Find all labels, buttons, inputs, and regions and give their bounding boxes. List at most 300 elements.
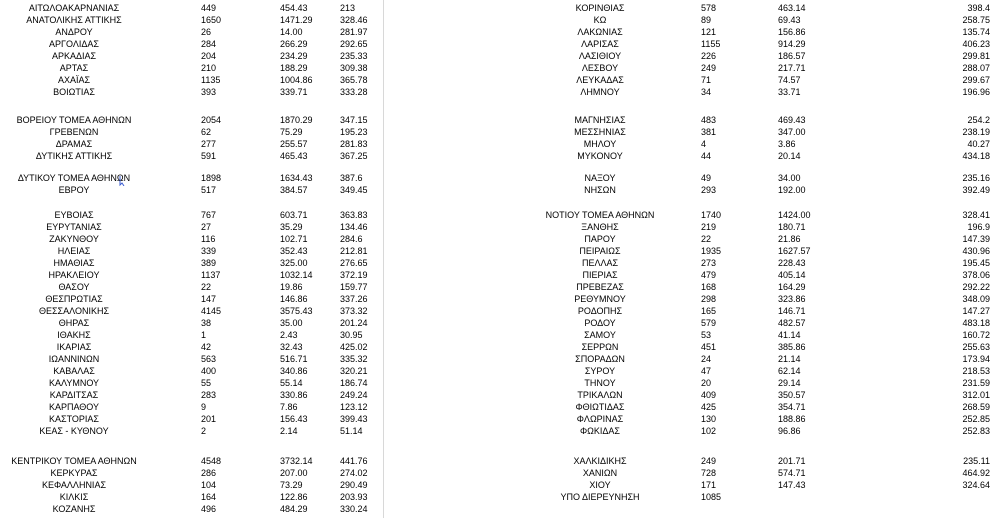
table-row: [0, 341, 1000, 353]
case-count: 201: [201, 414, 217, 424]
table-row: [0, 209, 1000, 221]
region-name: ΛΕΣΒΟΥ: [581, 63, 619, 73]
region-name: ΚΕΦΑΛΛΗΝΙΑΣ: [41, 480, 107, 490]
case-count: 1650: [201, 15, 222, 25]
incidence-value: 349.45: [340, 185, 368, 195]
table-row: [0, 365, 1000, 377]
table-row: [0, 62, 1000, 74]
incidence-value: 231.59: [962, 378, 990, 388]
region-name: ΚΑΛΥΜΝΟΥ: [48, 378, 100, 388]
incidence-value: 320.21: [340, 366, 368, 376]
case-count: 1: [201, 330, 207, 340]
region-name: ΡΕΘΥΜΝΟΥ: [574, 294, 626, 304]
incidence-value: 255.63: [962, 342, 990, 352]
table-row: [0, 14, 1000, 26]
incidence-value: 387.6: [340, 173, 363, 183]
region-name: ΝΑΞΟΥ: [584, 173, 616, 183]
case-count: 164: [201, 492, 217, 502]
incidence-value: 147.27: [962, 306, 990, 316]
rate-value: 3575.43: [280, 306, 313, 316]
table-row: [0, 172, 1000, 184]
case-count: 168: [701, 282, 717, 292]
region-name: ΣΥΡΟΥ: [584, 366, 616, 376]
rate-value: 14.00: [280, 27, 303, 37]
rate-value: 603.71: [280, 210, 308, 220]
incidence-value: 464.92: [962, 468, 990, 478]
rate-value: 465.43: [280, 151, 308, 161]
case-count: 116: [201, 234, 216, 244]
case-count: 55: [201, 378, 212, 388]
region-name: ΠΡΕΒΕΖΑΣ: [576, 282, 624, 292]
region-name: ΑΡΚΑΔΙΑΣ: [51, 51, 97, 61]
region-name: ΡΟΔΟΥ: [584, 318, 616, 328]
incidence-value: 292.22: [962, 282, 990, 292]
incidence-value: 274.02: [340, 468, 368, 478]
table-row: [0, 491, 1000, 503]
incidence-value: 252.85: [962, 414, 990, 424]
incidence-value: 299.81: [962, 51, 990, 61]
case-count: 62: [201, 127, 212, 137]
case-count: 283: [201, 390, 217, 400]
case-count: 767: [201, 210, 217, 220]
rate-value: 352.43: [280, 246, 308, 256]
rate-value: 74.57: [778, 75, 801, 85]
rate-value: 385.86: [778, 342, 806, 352]
region-name: ΘΕΣΣΑΛΟΝΙΚΗΣ: [38, 306, 110, 316]
case-count: 20: [701, 378, 712, 388]
region-name: ΙΚΑΡΙΑΣ: [56, 342, 92, 352]
case-count: 44: [701, 151, 712, 161]
region-name: ΠΕΛΛΑΣ: [581, 258, 619, 268]
case-count: 4: [701, 139, 707, 149]
table-row: [0, 74, 1000, 86]
table-row: [0, 50, 1000, 62]
case-count: 496: [201, 504, 217, 514]
rate-value: 207.00: [280, 468, 308, 478]
case-count: 42: [201, 342, 212, 352]
case-count: 578: [701, 3, 717, 13]
incidence-value: 235.16: [962, 173, 990, 183]
incidence-value: 347.15: [340, 115, 368, 125]
region-name: ΣΠΟΡΑΔΩΝ: [575, 354, 625, 364]
case-count: 298: [701, 294, 717, 304]
incidence-value: 268.59: [962, 402, 990, 412]
region-name: ΧΑΝΙΩΝ: [582, 468, 618, 478]
rate-value: 339.71: [280, 87, 308, 97]
case-count: 130: [701, 414, 717, 424]
rate-value: 484.29: [280, 504, 308, 514]
region-name: ΔΡΑΜΑΣ: [55, 139, 93, 149]
case-count: 400: [201, 366, 217, 376]
region-name: ΛΕΥΚΑΔΑΣ: [576, 75, 624, 85]
incidence-value: 201.24: [340, 318, 368, 328]
region-name: ΘΑΣΟΥ: [58, 282, 90, 292]
incidence-value: 434.18: [962, 151, 990, 161]
rate-value: 463.14: [778, 3, 806, 13]
rate-value: 516.71: [280, 354, 308, 364]
rate-value: 7.86: [280, 402, 298, 412]
table-row: [0, 353, 1000, 365]
rate-value: 2.43: [280, 330, 298, 340]
region-name: ΑΙΤΩΛΟΑΚΑΡΝΑΝΙΑΣ: [28, 3, 120, 13]
table-row: [0, 38, 1000, 50]
case-count: 591: [201, 151, 217, 161]
case-count: 2054: [201, 115, 222, 125]
case-count: 4548: [201, 456, 222, 466]
region-name: ΖΑΚΥΝΘΟΥ: [49, 234, 99, 244]
rate-value: 1870.29: [280, 115, 313, 125]
case-count: 563: [201, 354, 217, 364]
incidence-value: 276.65: [340, 258, 368, 268]
incidence-value: 290.49: [340, 480, 368, 490]
case-count: 4145: [201, 306, 222, 316]
incidence-value: 425.02: [340, 342, 368, 352]
region-name: ΛΑΣΙΘΙΟΥ: [578, 51, 622, 61]
case-count: 483: [701, 115, 717, 125]
table-row: [0, 425, 1000, 437]
case-count: 27: [201, 222, 212, 232]
incidence-value: 249.24: [340, 390, 368, 400]
table-row: [0, 503, 1000, 515]
table-row: [0, 269, 1000, 281]
case-count: 165: [701, 306, 717, 316]
region-name: ΔΥΤΙΚΟΥ ΤΟΜΕΑ ΑΘΗΝΩΝ: [17, 173, 131, 183]
case-count: 71: [701, 75, 712, 85]
case-count: 249: [701, 63, 717, 73]
rate-value: 574.71: [778, 468, 806, 478]
region-name: ΧΑΛΚΙΔΙΚΗΣ: [573, 456, 627, 466]
incidence-value: 252.83: [962, 426, 990, 436]
case-count: 425: [701, 402, 717, 412]
region-name: ΦΩΚΙΔΑΣ: [580, 426, 620, 436]
table-row: [0, 389, 1000, 401]
case-count: 451: [701, 342, 717, 352]
table-row: [0, 150, 1000, 162]
region-name: ΙΘΑΚΗΣ: [57, 330, 91, 340]
case-count: 89: [701, 15, 712, 25]
region-name: ΗΡΑΚΛΕΙΟΥ: [48, 270, 100, 280]
rate-value: 73.29: [280, 480, 303, 490]
rate-value: 35.29: [280, 222, 303, 232]
case-count: 226: [701, 51, 717, 61]
region-name: ΗΜΑΘΙΑΣ: [53, 258, 95, 268]
table-row: [0, 138, 1000, 150]
rate-value: 146.71: [778, 306, 806, 316]
rate-value: 188.29: [280, 63, 308, 73]
incidence-value: 299.67: [962, 75, 990, 85]
rate-value: 146.86: [280, 294, 308, 304]
rate-value: 228.43: [778, 258, 806, 268]
incidence-value: 147.39: [962, 234, 990, 244]
rate-value: 1424.00: [778, 210, 811, 220]
incidence-value: 348.09: [962, 294, 990, 304]
incidence-value: 378.06: [962, 270, 990, 280]
rate-value: 255.57: [280, 139, 308, 149]
incidence-value: 483.18: [962, 318, 990, 328]
rate-value: 469.43: [778, 115, 806, 125]
case-count: 393: [201, 87, 217, 97]
incidence-value: 365.78: [340, 75, 368, 85]
rate-value: 1032.14: [280, 270, 313, 280]
region-name: ΣΑΜΟΥ: [584, 330, 616, 340]
incidence-value: 363.83: [340, 210, 368, 220]
case-count: 479: [701, 270, 717, 280]
region-name: ΚΟΖΑΝΗΣ: [52, 504, 96, 514]
table-row: [0, 479, 1000, 491]
table-row: [0, 413, 1000, 425]
rate-value: 35.00: [280, 318, 303, 328]
region-name: ΞΑΝΘΗΣ: [581, 222, 619, 232]
rate-value: 347.00: [778, 127, 806, 137]
case-count: 286: [201, 468, 217, 478]
region-name: ΚΟΡΙΝΘΙΑΣ: [575, 3, 625, 13]
case-count: 284: [201, 39, 217, 49]
region-name: ΜΗΛΟΥ: [583, 139, 617, 149]
region-name: ΛΗΜΝΟΥ: [580, 87, 620, 97]
case-count: 389: [201, 258, 217, 268]
rate-value: 19.86: [280, 282, 303, 292]
table-row: [0, 317, 1000, 329]
incidence-value: 195.45: [962, 258, 990, 268]
region-name: ΛΑΡΙΣΑΣ: [581, 39, 619, 49]
region-name: ΠΑΡΟΥ: [584, 234, 616, 244]
incidence-value: 238.19: [962, 127, 990, 137]
region-name: ΒΟΡΕΙΟΥ ΤΟΜΕΑ ΑΘΗΝΩΝ: [16, 115, 132, 125]
case-count: 339: [201, 246, 217, 256]
incidence-value: 30.95: [340, 330, 363, 340]
case-count: 104: [201, 480, 217, 490]
incidence-value: 330.24: [340, 504, 368, 514]
rate-value: 384.57: [280, 185, 308, 195]
incidence-value: 373.32: [340, 306, 368, 316]
incidence-value: 134.46: [340, 222, 368, 232]
region-name: ΚΑΣΤΟΡΙΑΣ: [49, 414, 99, 424]
incidence-value: 372.19: [340, 270, 368, 280]
region-name: ΜΑΓΝΗΣΙΑΣ: [574, 115, 626, 125]
incidence-value: 441.76: [340, 456, 368, 466]
region-name: ΥΠΟ ΔΙΕΡΕΥΝΗΣΗ: [560, 492, 640, 502]
case-count: 9: [201, 402, 207, 412]
rate-value: 914.29: [778, 39, 806, 49]
incidence-value: 309.38: [340, 63, 368, 73]
incidence-value: 254.2: [967, 115, 990, 125]
rate-value: 55.14: [280, 378, 303, 388]
region-name: ΘΗΡΑΣ: [58, 318, 90, 328]
rate-value: 32.43: [280, 342, 303, 352]
region-name: ΑΧΑΪΑΣ: [57, 75, 91, 85]
case-count: 147: [201, 294, 217, 304]
rate-value: 69.43: [778, 15, 801, 25]
incidence-value: 123.12: [340, 402, 368, 412]
table-row: [0, 86, 1000, 98]
region-name: ΓΡΕΒΕΝΩΝ: [49, 127, 99, 137]
table-row: [0, 401, 1000, 413]
region-name: ΡΟΔΟΠΗΣ: [577, 306, 623, 316]
incidence-value: 281.97: [340, 27, 368, 37]
case-count: 210: [201, 63, 217, 73]
region-name: ΜΥΚΟΝΟΥ: [577, 151, 623, 161]
rate-value: 405.14: [778, 270, 806, 280]
region-name: ΧΙΟΥ: [589, 480, 611, 490]
region-name: ΚΩ: [593, 15, 607, 25]
case-count: 1935: [701, 246, 722, 256]
region-name: ΗΛΕΙΑΣ: [57, 246, 91, 256]
case-count: 409: [701, 390, 717, 400]
incidence-value: 173.94: [962, 354, 990, 364]
incidence-value: 160.72: [962, 330, 990, 340]
table-row: [0, 245, 1000, 257]
rate-value: 201.71: [778, 456, 806, 466]
rate-value: 156.86: [778, 27, 806, 37]
case-count: 219: [701, 222, 717, 232]
incidence-value: 135.74: [962, 27, 990, 37]
rate-value: 21.14: [778, 354, 801, 364]
case-count: 47: [701, 366, 712, 376]
rate-value: 33.71: [778, 87, 801, 97]
region-name: ΣΕΡΡΩΝ: [581, 342, 619, 352]
incidence-value: 292.65: [340, 39, 368, 49]
incidence-value: 186.74: [340, 378, 368, 388]
incidence-value: 203.93: [340, 492, 368, 502]
case-count: 22: [201, 282, 212, 292]
incidence-value: 406.23: [962, 39, 990, 49]
rate-value: 3.86: [778, 139, 796, 149]
incidence-value: 235.33: [340, 51, 368, 61]
rate-value: 350.57: [778, 390, 806, 400]
case-count: 24: [701, 354, 712, 364]
rate-value: 29.14: [778, 378, 801, 388]
rate-value: 217.71: [778, 63, 806, 73]
case-count: 381: [701, 127, 717, 137]
region-name: ΠΕΙΡΑΙΩΣ: [579, 246, 621, 256]
region-name: ΕΥΡΥΤΑΝΙΑΣ: [46, 222, 102, 232]
case-count: 121: [701, 27, 717, 37]
region-name: ΚΕΡΚΥΡΑΣ: [50, 468, 98, 478]
rate-value: 354.71: [778, 402, 806, 412]
case-count: 517: [201, 185, 217, 195]
region-name: ΤΗΝΟΥ: [584, 378, 616, 388]
table-row: [0, 2, 1000, 14]
rate-value: 186.57: [778, 51, 806, 61]
incidence-value: 284.6: [340, 234, 363, 244]
table-row: [0, 281, 1000, 293]
rate-value: 454.43: [280, 3, 308, 13]
region-name: ΑΝΑΤΟΛΙΚΗΣ ΑΤΤΙΚΗΣ: [26, 15, 122, 25]
region-name: ΦΘΙΩΤΙΔΑΣ: [575, 402, 625, 412]
rate-value: 3732.14: [280, 456, 313, 466]
rate-value: 482.57: [778, 318, 806, 328]
incidence-value: 195.23: [340, 127, 368, 137]
rate-value: 20.14: [778, 151, 801, 161]
incidence-value: 196.9: [967, 222, 990, 232]
incidence-value: 333.28: [340, 87, 368, 97]
incidence-value: 288.07: [962, 63, 990, 73]
case-count: 1085: [701, 492, 722, 502]
case-count: 26: [201, 27, 212, 37]
rate-value: 62.14: [778, 366, 801, 376]
rate-value: 1627.57: [778, 246, 811, 256]
incidence-value: 51.14: [340, 426, 363, 436]
region-name: ΠΙΕΡΙΑΣ: [582, 270, 618, 280]
rate-value: 340.86: [280, 366, 308, 376]
incidence-value: 335.32: [340, 354, 368, 364]
table-row: [0, 221, 1000, 233]
region-name: ΚΑΒΑΛΑΣ: [53, 366, 95, 376]
table-row: [0, 126, 1000, 138]
incidence-value: 218.53: [962, 366, 990, 376]
rate-value: 330.86: [280, 390, 308, 400]
rate-value: 192.00: [778, 185, 806, 195]
rate-value: 323.86: [778, 294, 806, 304]
rate-value: 147.43: [778, 480, 806, 490]
region-name: ΑΡΓΟΛΙΔΑΣ: [49, 39, 99, 49]
incidence-value: 213: [340, 3, 356, 13]
rate-value: 41.14: [778, 330, 801, 340]
incidence-value: 258.75: [962, 15, 990, 25]
region-name: ΤΡΙΚΑΛΩΝ: [577, 390, 623, 400]
region-name: ΒΟΙΩΤΙΑΣ: [53, 87, 95, 97]
case-count: 249: [701, 456, 717, 466]
rate-value: 21.86: [778, 234, 801, 244]
incidence-value: 196.96: [962, 87, 990, 97]
region-name: ΚΕΑΣ - ΚΥΘΝΟΥ: [39, 426, 109, 436]
rate-value: 122.86: [280, 492, 308, 502]
rate-value: 34.00: [778, 173, 801, 183]
table-row: [0, 329, 1000, 341]
incidence-value: 40.27: [967, 139, 990, 149]
rate-value: 266.29: [280, 39, 308, 49]
case-count: 273: [701, 258, 717, 268]
case-count: 38: [201, 318, 212, 328]
incidence-value: 430.96: [962, 246, 990, 256]
case-count: 49: [701, 173, 712, 183]
region-name: ΑΝΔΡΟΥ: [55, 27, 93, 37]
region-name: ΚΙΛΚΙΣ: [59, 492, 89, 502]
rate-value: 2.14: [280, 426, 298, 436]
rate-value: 180.71: [778, 222, 806, 232]
incidence-value: 324.64: [962, 480, 990, 490]
case-count: 1155: [701, 39, 721, 49]
table-row: [0, 377, 1000, 389]
table-row: [0, 184, 1000, 196]
region-name: ΛΑΚΩΝΙΑΣ: [577, 27, 623, 37]
table-row: [0, 467, 1000, 479]
incidence-value: 328.46: [340, 15, 368, 25]
table-row: [0, 257, 1000, 269]
table-row: [0, 26, 1000, 38]
rate-value: 1004.86: [280, 75, 313, 85]
table-row: [0, 455, 1000, 467]
region-name: ΝΟΤΙΟΥ ΤΟΜΕΑ ΑΘΗΝΩΝ: [545, 210, 655, 220]
rate-value: 188.86: [778, 414, 806, 424]
incidence-value: 328.41: [962, 210, 990, 220]
region-name: ΚΑΡΔΙΤΣΑΣ: [49, 390, 99, 400]
case-count: 204: [201, 51, 217, 61]
table-row: [0, 293, 1000, 305]
incidence-value: 392.49: [962, 185, 990, 195]
case-count: 728: [701, 468, 717, 478]
region-name: ΚΑΡΠΑΘΟΥ: [48, 402, 100, 412]
case-count: 34: [701, 87, 712, 97]
rate-value: 75.29: [280, 127, 303, 137]
case-count: 171: [701, 480, 717, 490]
table-row: [0, 114, 1000, 126]
case-count: 2: [201, 426, 207, 436]
case-count: 277: [201, 139, 217, 149]
rate-value: 96.86: [778, 426, 801, 436]
case-count: 22: [701, 234, 712, 244]
case-count: 293: [701, 185, 717, 195]
